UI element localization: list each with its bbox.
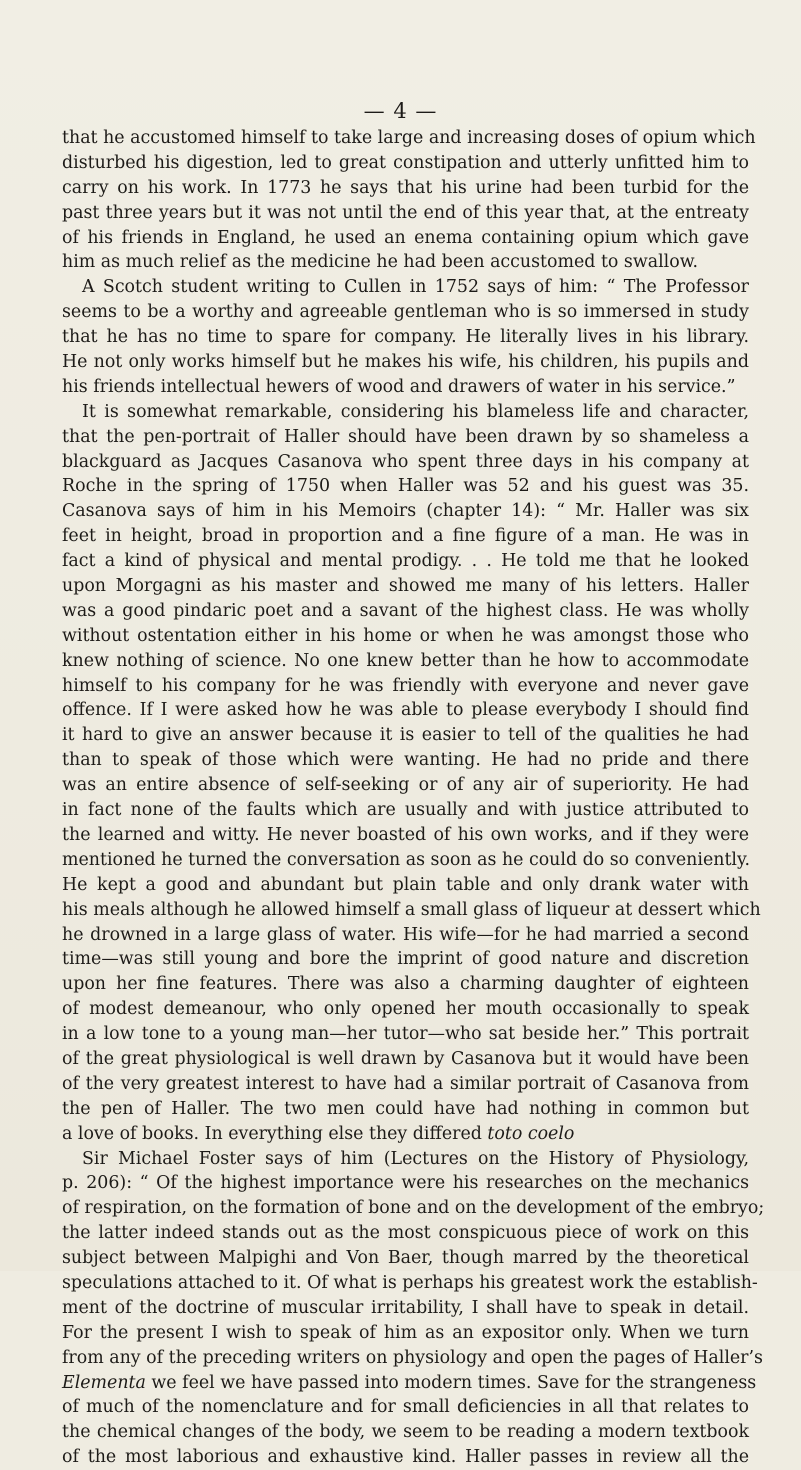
text-line: it hard to give an answer because it is easier to tell of the qualities he had: [62, 725, 749, 746]
text-line: ment of the doctrine of muscular irritability, I shall have to speak in detail.: [62, 1297, 749, 1318]
text-line: Sir Michael Foster says of him (Lectures on the History of Physiology,: [82, 1148, 749, 1169]
text-line: blackguard as Jacques Casanova who spent three days in his company at: [62, 451, 749, 472]
text-line: him as much relief as the medicine he had been accustomed to swallow.: [62, 252, 699, 273]
text-line: that the pen-portrait of Haller should have been drawn by so shameless a: [62, 426, 749, 447]
text-line: mentioned he turned the conversation as soon as he could do so conveniently.: [62, 849, 751, 870]
text-line: the learned and witty. He never boasted of his own works, and if they were: [62, 824, 749, 845]
text-line: of respiration, on the formation of bone and on the development of the embryo;: [62, 1198, 765, 1219]
text-line: He kept a good and abundant but plain table and only drank water with: [62, 874, 749, 895]
text-line: past three years but it was not until the end of this year that, at the entreaty: [62, 202, 749, 223]
text-line: time—was still young and bore the imprint of good nature and discretion: [62, 949, 749, 970]
text-line: that he has no time to spare for company. He literally lives in his library.: [62, 327, 749, 348]
text-line: disturbed his digestion, led to great constipation and utterly unfitted him to: [62, 152, 749, 173]
text-line: For the present I wish to speak of him as an expositor only. When we turn: [62, 1322, 749, 1343]
text-line: He not only works himself but he makes his wife, his children, his pupils and: [62, 352, 749, 373]
text-line: of modest demeanour, who only opened her mouth occasionally to speak: [62, 999, 749, 1020]
text-line: knew nothing of science. No one knew better than he how to accommodate: [62, 650, 749, 671]
text-line: without ostentation either in his home or when he was amongst those who: [62, 625, 749, 646]
text-line: p. 206): “ Of the highest importance were his researches on the mechanics: [62, 1173, 749, 1194]
text-line: himself to his company for he was friendly with everyone and never gave: [62, 675, 749, 696]
italic-phrase: Elementa: [62, 1372, 146, 1393]
text-line: It is somewhat remarkable, considering his blameless life and character,: [82, 401, 749, 422]
text-line: of the very greatest interest to have had a similar portrait of Casanova from: [62, 1073, 749, 1094]
text-line: of his friends in England, he used an enema containing opium which gave: [62, 227, 749, 248]
text-line: Roche in the spring of 1750 when Haller was 52 and his guest was 35.: [62, 476, 749, 497]
text-line: from any of the preceding writers on physiology and open the pages of Haller’s: [62, 1347, 763, 1368]
text-line: the latter indeed stands out as the most conspicuous piece of work on this: [62, 1223, 749, 1244]
text-line: his friends intellectual hewers of wood and drawers of water in his service.”: [62, 376, 736, 397]
body-text: [62, 126, 765, 1470]
text-line: than to speak of those which were wanting. He had no pride and there: [62, 750, 749, 771]
text-line: in a low tone to a young man—her tutor—who sat beside her.” This portrait: [62, 1024, 749, 1045]
text-line: carry on his work. In 1773 he says that his urine had been turbid for the: [62, 177, 749, 198]
text-line: he drowned in a large glass of water. His wife—for he had married a second: [62, 924, 749, 945]
text-line: seems to be a worthy and agreeable gentleman who is so immersed in study: [62, 302, 749, 323]
text-line: in fact none of the faults which are usually and with justice attributed to: [62, 800, 749, 821]
text-line: subject between Malpighi and Von Baer, though marred by the theoretical: [62, 1248, 749, 1269]
text-line: feet in height, broad in proportion and a fine figure of a man. He was in: [62, 526, 749, 547]
text-line: was a good pindaric poet and a savant of the highest class. He was wholly: [62, 600, 749, 621]
text-line: fact a kind of physical and mental prodigy. . . He told me that he looked: [62, 551, 749, 572]
text-line: Casanova says of him in his Memoirs (chapter 14): “ Mr. Haller was six: [62, 501, 749, 522]
text-line: speculations attached to it. Of what is perhaps his greatest work the establish-: [62, 1272, 758, 1293]
page-number: — 4 —: [363, 99, 438, 123]
text-line: the pen of Haller. The two men could have had nothing in common but: [62, 1098, 749, 1119]
text-line: that he accustomed himself to take large and increasing doses of opium which: [62, 128, 756, 148]
text-line: [62, 1371, 757, 1396]
text-line: the chemical changes of the body, we seem to be reading a modern textbook: [62, 1422, 749, 1443]
text-line: upon her fine features. There was also a charming daughter of eighteen: [62, 974, 749, 995]
text-line: of the great physiological is well drawn by Casanova but it would have been: [62, 1048, 749, 1069]
text-line: offence. If I were asked how he was able to please everybody I should find: [62, 700, 749, 721]
text-line: was an entire absence of self-seeking or of any air of superiority. He had: [62, 775, 749, 796]
text-line: of the most laborious and exhaustive kind. Haller passes in review all the: [62, 1447, 749, 1468]
text-line: his meals although he allowed himself a small glass of liqueur at dessert which: [62, 899, 761, 920]
text-line: [62, 1122, 749, 1147]
text-line: upon Morgagni as his master and showed me many of his letters. Haller: [62, 576, 749, 597]
text-line: of much of the nomenclature and for small deficiencies in all that relates to: [62, 1397, 749, 1418]
text-line-part: we feel we have passed into modern times. Save for the strangeness: [151, 1372, 757, 1393]
italic-phrase: toto coelo: [487, 1123, 575, 1144]
text-line-part: a love of books. In everything else they differed: [62, 1123, 482, 1144]
text-line: A Scotch student writing to Cullen in 1752 says of him: “ The Professor: [82, 277, 749, 298]
